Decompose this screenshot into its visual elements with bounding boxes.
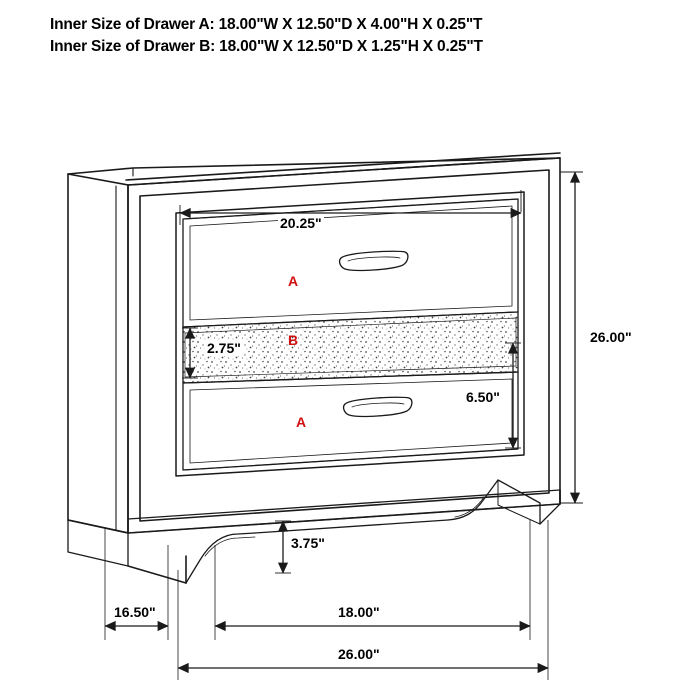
drawer-b-spec-line: Inner Size of Drawer B: 18.00"W X 12.50"D X 1.25"H X 0.25"T bbox=[50, 38, 483, 55]
drawer-a-spec-line: Inner Size of Drawer A: 18.00"W X 12.50"D X 4.00"H X 0.25"T bbox=[50, 16, 483, 33]
dim-side-depth: 16.50" bbox=[114, 604, 156, 620]
dim-drawer-b-height: 2.75" bbox=[207, 340, 241, 356]
dim-lower-drawer-height: 6.50" bbox=[466, 389, 500, 405]
dim-total-width: 26.00" bbox=[338, 646, 380, 662]
dim-top-width: 20.25" bbox=[280, 215, 322, 231]
dim-leg-height: 3.75" bbox=[291, 535, 325, 551]
dim-inner-width: 18.00" bbox=[338, 604, 380, 620]
dim-right-height: 26.00" bbox=[590, 329, 632, 345]
drawer-label-a-top: A bbox=[288, 273, 299, 289]
drawer-label-b: B bbox=[288, 332, 299, 348]
drawer-label-a-bottom: A bbox=[296, 414, 307, 430]
